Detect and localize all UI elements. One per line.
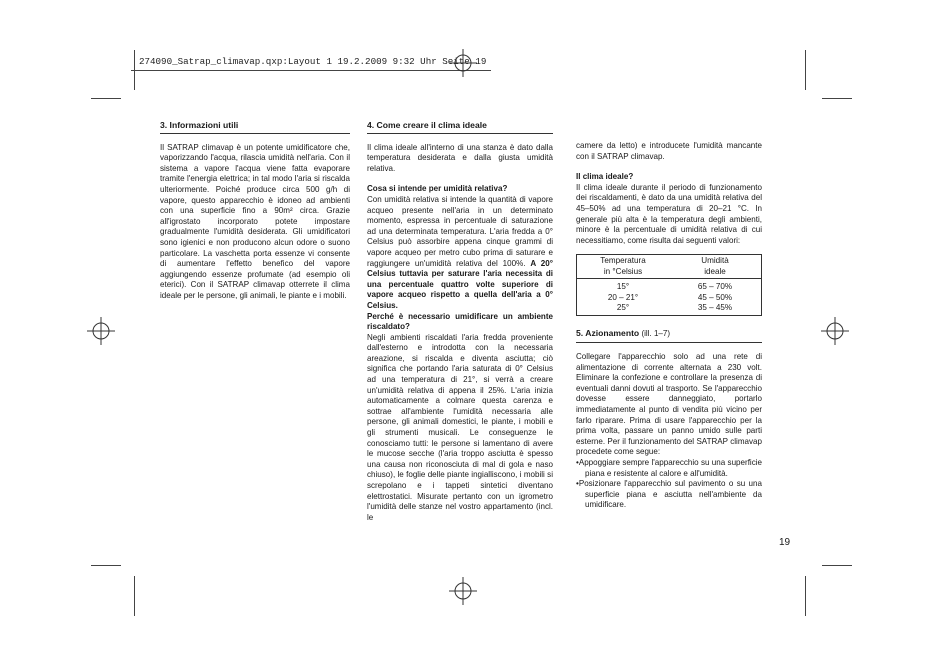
header-cell-text: Umidità [701, 256, 729, 266]
table-cell-humidity: 65 – 70% [697, 282, 733, 292]
crop-mark [91, 98, 121, 99]
crop-mark [134, 50, 135, 90]
table-cell-temperature: 25° [616, 302, 630, 312]
paragraph: Negli ambienti riscaldati l'aria fredda proveniente dall'esterno e introdotta con la necessaria areazione, si riscalda e diventa asciutta; ciò significa che portando l'aria saturata di 0° Celsius ad una temperatura di 21°, si verrà a creare un'umidità relativa di appena il 25%. L'aria inizia automaticamente a colmare questa carenza e sottrae all'ambiente l'umidità necessaria alle persone, gli animali domestici, le piante, i mobili e gli strumenti musicali. Le conseguenze le conosciamo tutti: le persone si lamentano di avere le mucose secche (l'aria troppo asciutta è spesso una causa non riconosciuta di mal di gola e naso chiuso), le foglie delle piante ingialliscono, i mobili si screpolano e i tappeti sintetici diventano elettrostatici. Misurate pertanto con un igrometro l'umidità delle stanze nel vostro appartamento (incl. le [367, 332, 553, 522]
table-header-row [577, 255, 761, 278]
paragraph-text: Con umidità relativa si intende la quantità di vapore acqueo presente nell'aria in un determinato momento, espressa in percentuale di saturazione ad una determinata temperatura. L'aria fredda a 0° Celsius può assorbire appena cinque grammi di vapore acqueo per metro cubo prima di saturare e raggiungere un'umidità relativa del 100%. [367, 194, 553, 268]
subheading: Perché è necessario umidificare un ambiente riscaldato? [367, 311, 553, 332]
table-cell-temperature: 15° [616, 282, 630, 292]
header-cell-text: ideale [704, 266, 726, 276]
paragraph: Il SATRAP climavap è un potente umidificatore che, vaporizzando l'acqua, rilascia umidità nell'aria. Con il sistema a vapore l'acqua viene fatta evaporare tramite l'energia elettrica; in tal modo l'aria si riscalda ulteriormente. Poiché produce circa 500 g/h di vapore, questo apparecchio è idoneo ad ambienti con una superficie fino a 90m² circa. Grazie all'igrostato incorporato potete impostare gradualmente l'umidità desiderata. Gli umidificatori sono igienici e non producono alcun odore o suono particolare. La vaschetta porta essenze vi consente di aumentare l'effetto benefico del vapore aggiungendo essenze profumate (ad esempio oli eterici). Con il SATRAP climavap otterrete il clima ideale per le persone, gli animali, le piante e i mobili. [160, 142, 350, 300]
crop-mark [805, 576, 806, 616]
paragraph: camere da letto) e introducete l'umidità mancante con il SATRAP climavap. [576, 141, 762, 161]
page-number: 19 [779, 537, 791, 548]
registration-mark-icon [820, 316, 850, 346]
heading-rule [160, 133, 350, 134]
crop-mark [805, 50, 806, 90]
table-header-temperature [577, 255, 669, 278]
slug-line: 274090_Satrap_climavap.qxp:Layout 1 19.2.2009 9:32 Uhr Seite 19 [139, 56, 487, 67]
bullet-item [576, 458, 762, 479]
header-cell-text: in °Celsius [603, 266, 643, 276]
bullet-icon: • [576, 457, 579, 467]
table-cell-humidity: 45 – 50% [697, 292, 733, 302]
slug-underline [131, 70, 491, 71]
bullet-text: Appoggiare sempre l'apparecchio su una superficie piana e resistente al calore e all'umidità. [578, 457, 762, 478]
bullet-text: Posizionare l'apparecchio sul pavimento o su una superficie piana e asciutta nell'ambiente da umidificare. [578, 479, 762, 510]
column-clima-ideale [367, 120, 553, 523]
bullet-item [576, 479, 762, 511]
paragraph: Il clima ideale all'interno di una stanza è dato dalla temperatura desiderata e dalla giusta umidità relativa. [367, 142, 553, 173]
heading-text: 5. Azionamento [576, 328, 640, 339]
crop-mark [822, 565, 852, 566]
section-heading-4: 4. Come creare il clima ideale [367, 120, 487, 130]
table-header-humidity [669, 255, 761, 278]
heading-rule [367, 133, 553, 134]
section-heading-3: 3. Informazioni utili [160, 120, 239, 130]
column-azionamento [576, 141, 762, 511]
heading-note: (ill. 1–7) [641, 329, 671, 339]
table-row [577, 303, 761, 315]
subheading: Il clima ideale? [576, 172, 634, 182]
paragraph-bold-text: A 20° Celsius tuttavia per saturare l'aria necessita di una percentuale quattro volte superiore di vapore acqueo rispetto a quella dell'aria a 0° Celsius. [367, 258, 553, 310]
paragraph [367, 195, 553, 312]
crop-mark [134, 576, 135, 616]
heading-rule [576, 342, 762, 343]
column-informazioni [160, 120, 350, 302]
subheading: Cosa si intende per umidità relativa? [367, 184, 508, 194]
header-cell-text: Temperatura [600, 256, 646, 266]
paragraph: Il clima ideale durante il periodo di funzionamento dei riscaldamenti, è dato da una umidità relativa del 45–50% ad una temperatura di 20–21 °C. In generale più alta è la temperatura degli ambienti, minore è la percentuale di umidità relativa di cui necessitiamo, come risulta dai seguenti valori: [576, 182, 762, 245]
registration-mark-icon [86, 316, 116, 346]
registration-mark-icon [448, 48, 478, 78]
table-cell-temperature: 20 – 21° [607, 292, 639, 302]
section-heading-5 [576, 328, 762, 340]
table-cell-humidity: 35 – 45% [697, 302, 733, 312]
crop-mark [822, 98, 852, 99]
paragraph: Collegare l'apparecchio solo ad una rete di alimentazione di corrente alternata a 230 volt. Eliminare la confezione e controllare la presenza di eventuali danni dovuti al trasporto. Se l'apparecchio dovesse essere danneggiato, portarlo immediatamente al punto di vendita più vicino per farlo riparare. Prima di usare l'apparecchio per la prima volta, passare un panno umido sulle parti esterne. Per il funzionamento del SATRAP climavap procedete come segue: [576, 351, 762, 457]
table-row [577, 293, 761, 303]
table-row [577, 279, 761, 293]
registration-mark-icon [448, 576, 478, 606]
humidity-table-box [576, 254, 762, 316]
humidity-table [577, 255, 761, 315]
crop-mark [91, 565, 121, 566]
bullet-icon: • [576, 479, 579, 489]
